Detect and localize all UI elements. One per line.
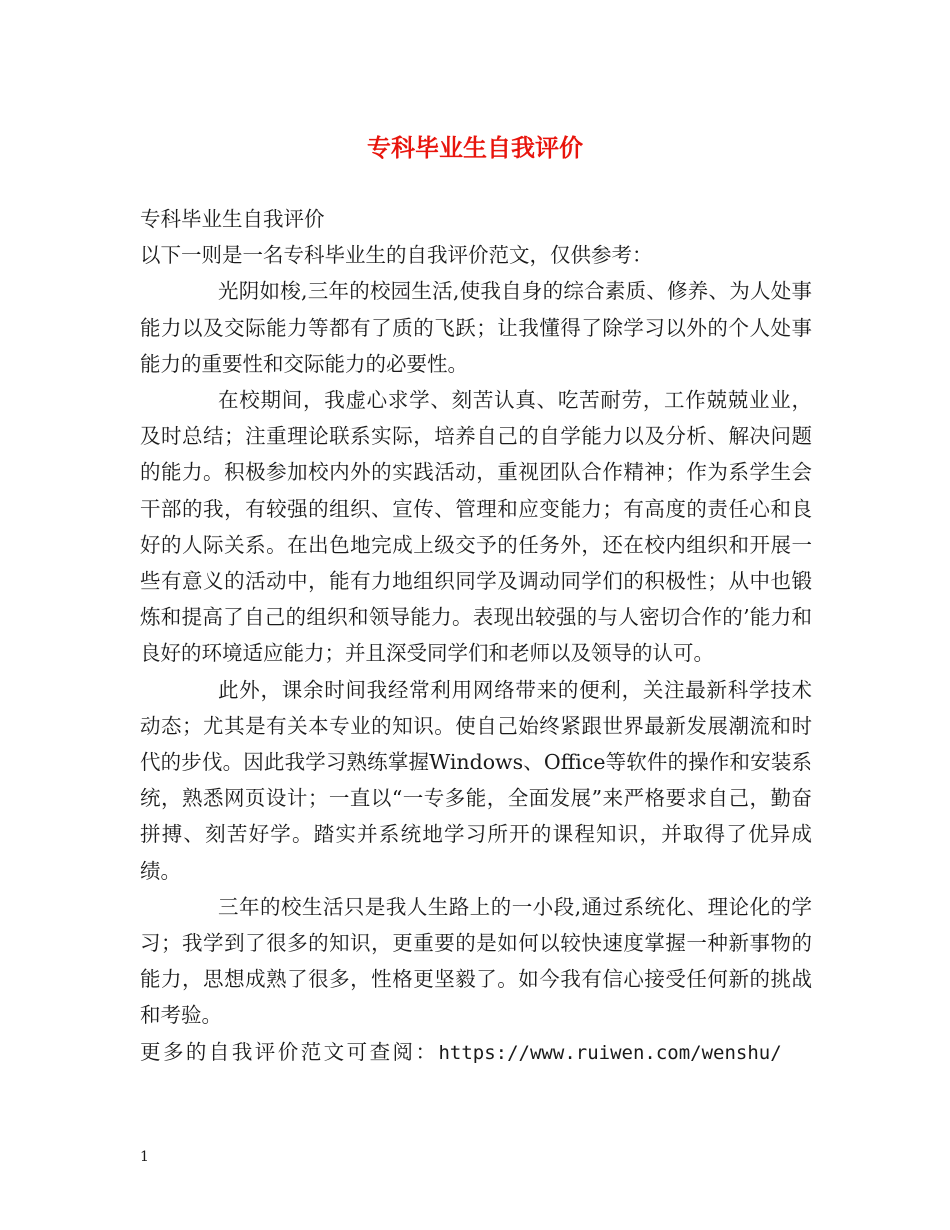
document-body — [140, 201, 812, 1071]
more-reading-text: 更多的自我评价范文可查阅： — [140, 1039, 439, 1064]
more-reading-line — [140, 1034, 812, 1071]
more-reading-url: https://www.ruiwen.com/wenshu/ — [438, 1041, 782, 1064]
document-subtitle: 专科毕业生自我评价 — [140, 207, 325, 231]
paragraph-3: 此外，课余时间我经常利用网络带来的便利，关注最新科学技术动态；尤其是有关本专业的知识。使自己始终紧跟世界最新发展潮流和时代的步伐。因此我学习熟练掌握Windows、Office等软件的操作和安装系统，熟悉网页设计；一直以“一专多能，全面发展”来严格要求自己，勤奋拼搏、刻苦好学。踏实并系统地学习所开的课程知识，并取得了优异成绩。 — [140, 677, 812, 883]
paragraph-2: 在校期间，我虚心求学、刻苦认真、吃苦耐劳，工作兢兢业业，及时总结；注重理论联系实际，培养自己的自学能力以及分析、解决问题的能力。积极参加校内外的实践活动，重视团队合作精神；作为系学生会干部的我，有较强的组织、宣传、管理和应变能力；有高度的责任心和良好的人际关系。在出色地完成上级交予的任务外，还在校内组织和开展一些有意义的活动中，能有力地组织同学及调动同学们的积极性；从中也锻炼和提高了自己的组织和领导能力。表现出较强的与人密切合作的’能力和良好的环境适应能力；并且深受同学们和老师以及领导的认可。 — [140, 388, 812, 666]
intro-line: 以下一则是一名专科毕业生的自我评价范文，仅供参考： — [140, 243, 653, 268]
document-title: 专科毕业生自我评价 — [367, 133, 583, 162]
paragraph-1: 光阴如梭,三年的校园生活,使我自身的综合素质、修养、为人处事能力以及交际能力等都有了质的飞跃；让我懂得了除学习以外的个人处事能力的重要性和交际能力的必要性。 — [140, 279, 812, 376]
paragraph-4: 三年的校生活只是我人生路上的一小段,通过系统化、理论化的学习；我学到了很多的知识，更重要的是如何以较快速度掌握一种新事物的能力，思想成熟了很多，性格更坚毅了。如今我有信心接受任何新的挑战和考验。 — [140, 894, 812, 1028]
page-number: 1 — [140, 1149, 149, 1165]
